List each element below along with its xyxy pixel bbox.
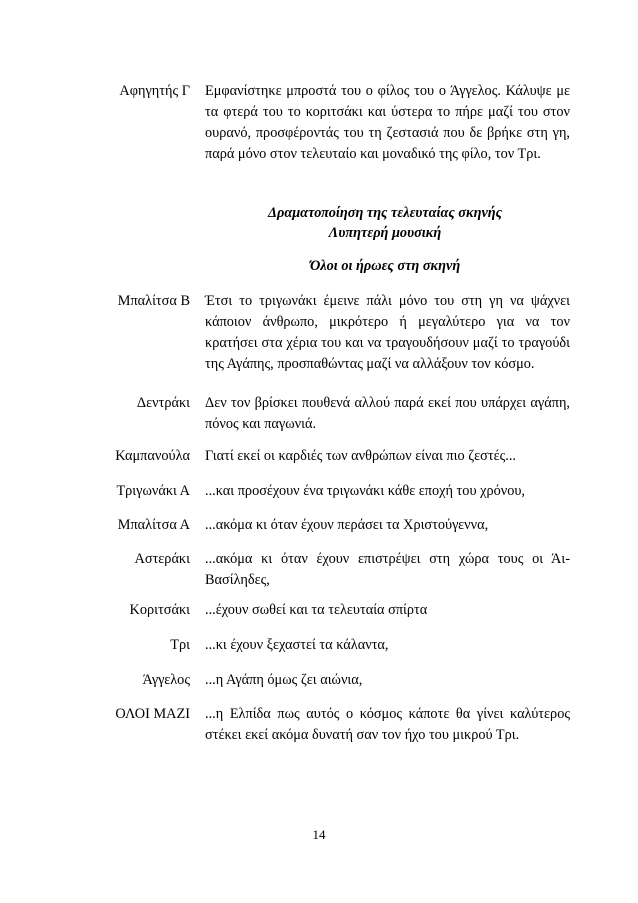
dialogue-text: Γιατί εκεί οι καρδιές των ανθρώπων είναι πιο ζεστές...	[205, 448, 516, 464]
speaker-name: Αστεράκι	[134, 551, 190, 567]
stage-direction: Όλοι οι ήρωες στη σκηνή	[309, 258, 461, 274]
dialogue-text: Εμφανίστηκε μπροστά του ο φίλος του ο Άγγελος. Κάλυψε με τα φτερά του το κοριτσάκι και ύστερα το πήρε μαζί του στον ουρανό, προσφέροντάς του τη ζεστασιά που δε βρήκε στη γη, παρά μόνο στον τελευταίο και μοναδικό της φίλο, τον Τρι.	[205, 83, 570, 162]
speaker-name: Δεντράκι	[136, 395, 190, 411]
dialogue-text: ...και προσέχουν ένα τριγωνάκι κάθε εποχή του χρόνου,	[205, 483, 525, 499]
music-direction: Λυπητερή μουσική	[328, 225, 442, 241]
speaker-name: Μπαλίτσα Α	[117, 517, 190, 533]
speaker-name: Τρι	[170, 637, 190, 653]
dialogue-text: ...έχουν σωθεί και τα τελευταία σπίρτα	[205, 602, 428, 618]
scene-heading: Δραματοποίηση της τελευταίας σκηνής	[267, 205, 503, 221]
speaker-name: ΟΛΟΙ ΜΑΖΙ	[115, 706, 190, 722]
speaker-name: Καμπανούλα	[115, 448, 190, 464]
dialogue-text: ...κι έχουν ξεχαστεί τα κάλαντα,	[205, 637, 389, 653]
speaker-name: Κοριτσάκι	[129, 602, 190, 618]
speaker-name: Άγγελος	[142, 672, 190, 688]
page-number: 14	[312, 827, 326, 842]
speaker-name: Τριγωνάκι Α	[116, 483, 190, 499]
speaker-name: Αφηγητής Γ	[119, 83, 190, 99]
dialogue-text: Έτσι το τριγωνάκι έμεινε πάλι μόνο του στη γη να ψάχνει κάποιον άνθρωπο, μικρότερο ή μεγαλύτερο για να τον κρατήσει στα χέρια του και να τραγουδήσουν μαζί το τραγούδι της Αγάπης, προσπαθώντας μαζί να αλλάξουν τον κόσμο.	[205, 293, 570, 372]
dialogue-text: ...ακόμα κι όταν έχουν επιστρέψει στη χώρα τους οι Άι-Βασίληδες,	[205, 551, 570, 588]
dialogue-text: ...η Αγάπη όμως ζει αιώνια,	[205, 672, 363, 688]
speaker-name: Μπαλίτσα Β	[117, 293, 190, 309]
dialogue-text: Δεν τον βρίσκει πουθενά αλλού παρά εκεί που υπάρχει αγάπη, πόνος και παγωνιά.	[205, 395, 570, 432]
dialogue-text: ...ακόμα κι όταν έχουν περάσει τα Χριστούγεννα,	[205, 517, 489, 533]
dialogue-text: ...η Ελπίδα πως αυτός ο κόσμος κάποτε θα γίνει καλύτερος στέκει εκεί ακόμα δυνατή σαν τον ήχο του μικρού Τρι.	[205, 706, 570, 743]
